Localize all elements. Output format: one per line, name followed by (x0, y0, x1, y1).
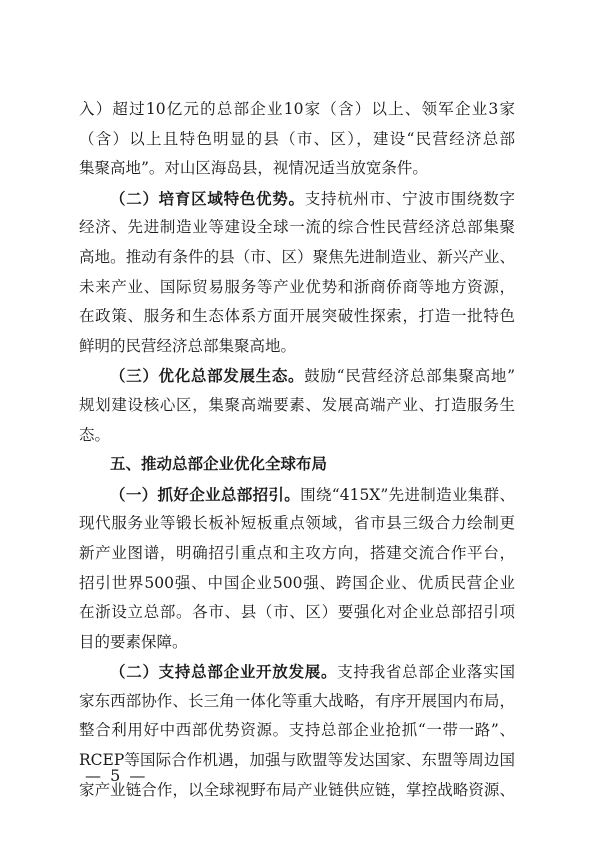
section-heading (79, 450, 515, 480)
line-text: 招引世界500强、中国企业500强、跨国企业、优质民营企业 (79, 573, 515, 592)
text-line (79, 213, 515, 243)
line-text: RCEP等国际合作机遇，加强与欧盟等发达国家、东盟等周边国 (79, 751, 515, 770)
line-text: 规划建设核心区，集聚高端要素、发展高端产业、打造服务生 (79, 395, 515, 414)
text-line (79, 154, 515, 184)
line-text: 在政策、服务和生态体系方面开展突破性探索，打造一批特色 (79, 307, 515, 326)
text-line (79, 95, 515, 125)
text-line (79, 716, 515, 746)
line-text: 目的要素保障。 (79, 632, 188, 651)
line-text: 鲜明的民营经济总部集聚高地。 (79, 336, 297, 355)
line-text: 围绕“415X”先进制造业集群、 (300, 485, 515, 504)
text-line (79, 657, 515, 687)
paragraph-lead: （一）抓好企业总部招引。 (110, 484, 301, 504)
line-text: 集聚高地”。对山区海岛县，视情况适当放宽条件。 (79, 159, 428, 178)
line-text: 态。 (79, 425, 111, 444)
line-text: 高地。推动有条件的县（市、区）聚焦先进制造业、新兴产业、 (79, 247, 515, 266)
line-text: 鼓励“民营经济总部集聚高地” (304, 367, 515, 386)
line-text: 支持杭州市、宁波市围绕数字 (304, 189, 515, 208)
paragraph-lead: （二）培育区域特色优势。 (110, 188, 305, 208)
text-line (79, 569, 515, 599)
line-text: 家东西部协作、长三角一体化等重大战略，有序开展国内布局， (79, 691, 515, 710)
line-text: 支持我省总部企业落实国 (337, 663, 515, 682)
text-line (79, 421, 515, 451)
line-text: 五、推动总部企业优化全球布局 (110, 455, 328, 474)
text-line (79, 361, 515, 391)
page-number: — 5 — (85, 766, 148, 785)
text-line (79, 509, 515, 539)
line-text: 经济、先进制造业等建设全球一流的综合性民营经济总部集聚 (79, 218, 515, 237)
text-line (79, 598, 515, 628)
text-line (79, 332, 515, 362)
line-text: 现代服务业等锻长板补短板重点领域，省市县三级合力绘制更 (79, 514, 515, 533)
text-line (79, 184, 515, 214)
text-line (79, 302, 515, 332)
text-line (79, 391, 515, 421)
line-text: 未来产业、国际贸易服务等产业优势和浙商侨商等地方资源， (79, 277, 515, 296)
text-line (79, 273, 515, 303)
line-text: 入）超过10亿元的总部企业10家（含）以上、领军企业3家 (79, 100, 515, 118)
text-line (79, 243, 515, 273)
line-text: （含）以上且特色明显的县（市、区），建设“民营经济总部 (79, 129, 515, 148)
text-line (79, 480, 515, 510)
paragraph-lead: （三）优化总部发展生态。 (110, 366, 305, 386)
body-text (79, 95, 515, 805)
line-text: 整合利用好中西部优势资源。支持总部企业抢抓“一带一路”、 (79, 721, 515, 740)
text-line (79, 687, 515, 717)
line-text: 在浙设立总部。各市、县（市、区）要强化对企业总部招引项 (79, 603, 515, 622)
line-text: 家产业链合作，以全球视野布局产业链供应链，掌控战略资源、 (79, 780, 515, 799)
text-line (79, 628, 515, 658)
paragraph-lead: （二）支持总部企业开放发展。 (110, 662, 338, 682)
line-text: 新产业图谱，明确招引重点和主攻方向，搭建交流合作平台， (79, 543, 515, 562)
text-line (79, 539, 515, 569)
text-line (79, 125, 515, 155)
